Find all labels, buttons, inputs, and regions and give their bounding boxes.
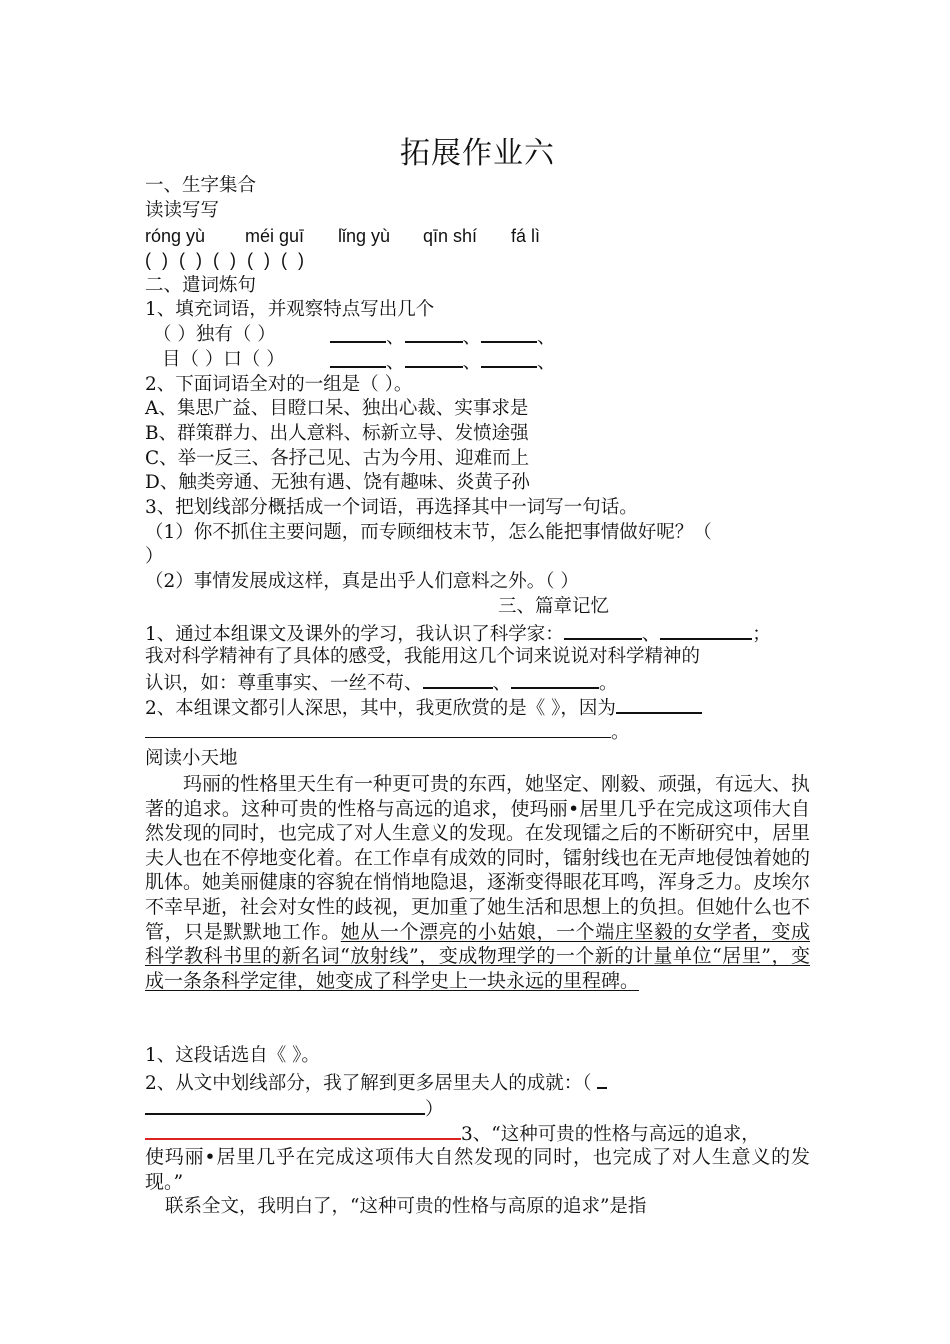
fill-row-2: [162, 348, 285, 372]
fill-row-1: [153, 323, 276, 347]
question-3-2-text: 2、本组课文都引人深思，其中，我更欣赏的是《 》，因为: [145, 698, 616, 719]
separator: 、: [462, 327, 482, 348]
pinyin-item: róng yù: [145, 226, 206, 246]
separator: ）: [425, 1099, 444, 1120]
reading-question-2: [145, 1069, 607, 1096]
page-title: 拓展作业六: [400, 136, 555, 171]
reading-question-3-line-2: 联系全文，我明白了，“这种可贵的性格与高原的追求”是指: [165, 1196, 647, 1217]
red-answer-line[interactable]: [145, 1120, 461, 1140]
option-a: A、集思广益、目瞪口呆、独出心裁、实事求是: [145, 398, 529, 419]
question-2-3: 3、把划线部分概括成一个词语，再选择其中一词写一句话。: [145, 497, 638, 518]
pinyin-item: lǐng yù: [338, 226, 391, 246]
separator: 、: [386, 327, 405, 348]
separator: 、: [492, 673, 512, 694]
pinyin-item: fá lì: [511, 226, 541, 246]
separator: 、: [386, 352, 405, 373]
question-2-3-item-1: （1）你不抓住主要问题，而专顾细枝末节，怎么能把事情做好呢？（: [145, 522, 712, 543]
option-c: C、举一反三、各抒己见、古为今用、迎难而上: [145, 448, 530, 469]
answer-blank[interactable]: [423, 669, 493, 689]
answer-blank[interactable]: [597, 1069, 607, 1089]
answer-blank[interactable]: [330, 348, 386, 368]
question-3-2-line-1: [145, 694, 702, 721]
reading-question-3-line-1: [145, 1120, 760, 1147]
answer-blank[interactable]: [405, 348, 463, 368]
separator: 。: [599, 673, 618, 694]
question-2-3-item-2: （2）事情发展成这样，真是出乎人们意料之外。（ ）: [145, 571, 579, 592]
answer-blank[interactable]: [660, 620, 752, 640]
separator: 、: [641, 624, 661, 645]
separator: 、: [462, 352, 482, 373]
question-3-1-line-1: [145, 620, 771, 647]
question-2-3-item-1-close: ）: [145, 546, 164, 567]
passage-text: 玛丽的性格里天生有一种更可贵的东西，她坚定、刚毅、顽强，有远大、执著的追求。这种可贵的性格与高远的追求，使玛丽•居里几乎在完成这项伟大自然发现的同时，也完成了对人生意义的发现。在发现镭之后的不断研究中，居里夫人也在不停地变化着。在工作卓有成效的同时，镭射线也在无声地侵蚀着她的肌体。她美丽健康的容貌在悄悄地隐退，逐渐变得眼花耳鸣，浑身乏力。皮埃尔不幸早逝，社会对女性的歧视，更加重了她生活和思想上的负担。但她什么也不管，只是默默地工作。: [145, 773, 811, 943]
reading-question-2-text: 2、从文中划线部分，我了解到更多居里夫人的成就：（: [145, 1073, 598, 1094]
pinyin-row: [145, 224, 540, 248]
option-d: D、触类旁通、无独有遇、饶有趣味、炎黄子孙: [145, 472, 530, 493]
answer-blank[interactable]: [330, 323, 386, 343]
section-3-heading: 三、篇章记忆: [498, 596, 610, 617]
fill-row-2-blanks[interactable]: [330, 348, 556, 375]
option-b: B、群策群力、出人意料、标新立导、发愤途强: [145, 423, 529, 444]
question-3-1-line-2: 我对科学精神有了具体的感受，我能用这几个词来说说对科学精神的: [145, 646, 701, 667]
reading-question-3-quote: 使玛丽•居里几乎在完成这项伟大自然发现的同时，也完成了对人生意义的发现。”: [145, 1146, 810, 1193]
separator: 、: [537, 352, 556, 373]
section-2-heading: 二、遣词炼句: [145, 275, 257, 296]
section-1-subheading: 读读写写: [145, 200, 220, 221]
question-2-2: 2、下面词语全对的一组是（ ）。: [145, 374, 413, 395]
reading-heading: 阅读小天地: [145, 748, 238, 769]
pinyin-item: méi guī: [245, 226, 305, 246]
answer-blank[interactable]: [564, 620, 642, 640]
answer-blank[interactable]: [616, 694, 702, 714]
reading-question-3-text: 3、“这种可贵的性格与高远的追求，: [461, 1124, 760, 1145]
question-3-1-line-3: [145, 669, 618, 696]
question-3-1-text: 1、通过本组课文及课外的学习，我认识了科学家：: [145, 624, 564, 645]
separator: 。: [611, 722, 630, 743]
fill-pattern-1: （ ）独有（ ）: [153, 324, 276, 345]
question-3-1-text: 认识，如：尊重事实、一丝不苟、: [145, 673, 423, 694]
answer-blank[interactable]: [481, 323, 537, 343]
section-1-heading: 一、生字集合: [145, 175, 257, 196]
answer-blank[interactable]: [145, 1095, 425, 1115]
answer-blank[interactable]: [511, 669, 599, 689]
separator: 、: [537, 327, 556, 348]
answer-blank[interactable]: [405, 323, 463, 343]
reading-question-2-line-2: [145, 1095, 444, 1122]
pinyin-item: qīn shí: [423, 226, 478, 246]
separator: ；: [752, 624, 771, 645]
answer-blank[interactable]: [145, 719, 611, 738]
reading-passage: [145, 772, 810, 993]
fill-row-1-blanks[interactable]: [330, 323, 556, 350]
question-2-1: 1、填充词语，并观察特点写出几个: [145, 299, 435, 320]
pinyin-answer-blanks[interactable]: ( ) ( ) ( ) ( ) ( ): [145, 250, 304, 270]
fill-pattern-2: 目（ ）口（ ）: [162, 349, 285, 370]
reading-question-1: 1、这段话选自《 》。: [145, 1045, 320, 1066]
answer-blank[interactable]: [481, 348, 537, 368]
question-3-2-line-2: [145, 719, 630, 745]
passage-underlined: 她从一个漂亮的小姑娘，一个端庄坚毅的女学者，变成科学教科书里的新名词“放射线”，变成物理学的一个新的计量单位“居里”，变成一条条科学定律，她变成了科学史上一块永远的里程碑。: [145, 920, 810, 992]
